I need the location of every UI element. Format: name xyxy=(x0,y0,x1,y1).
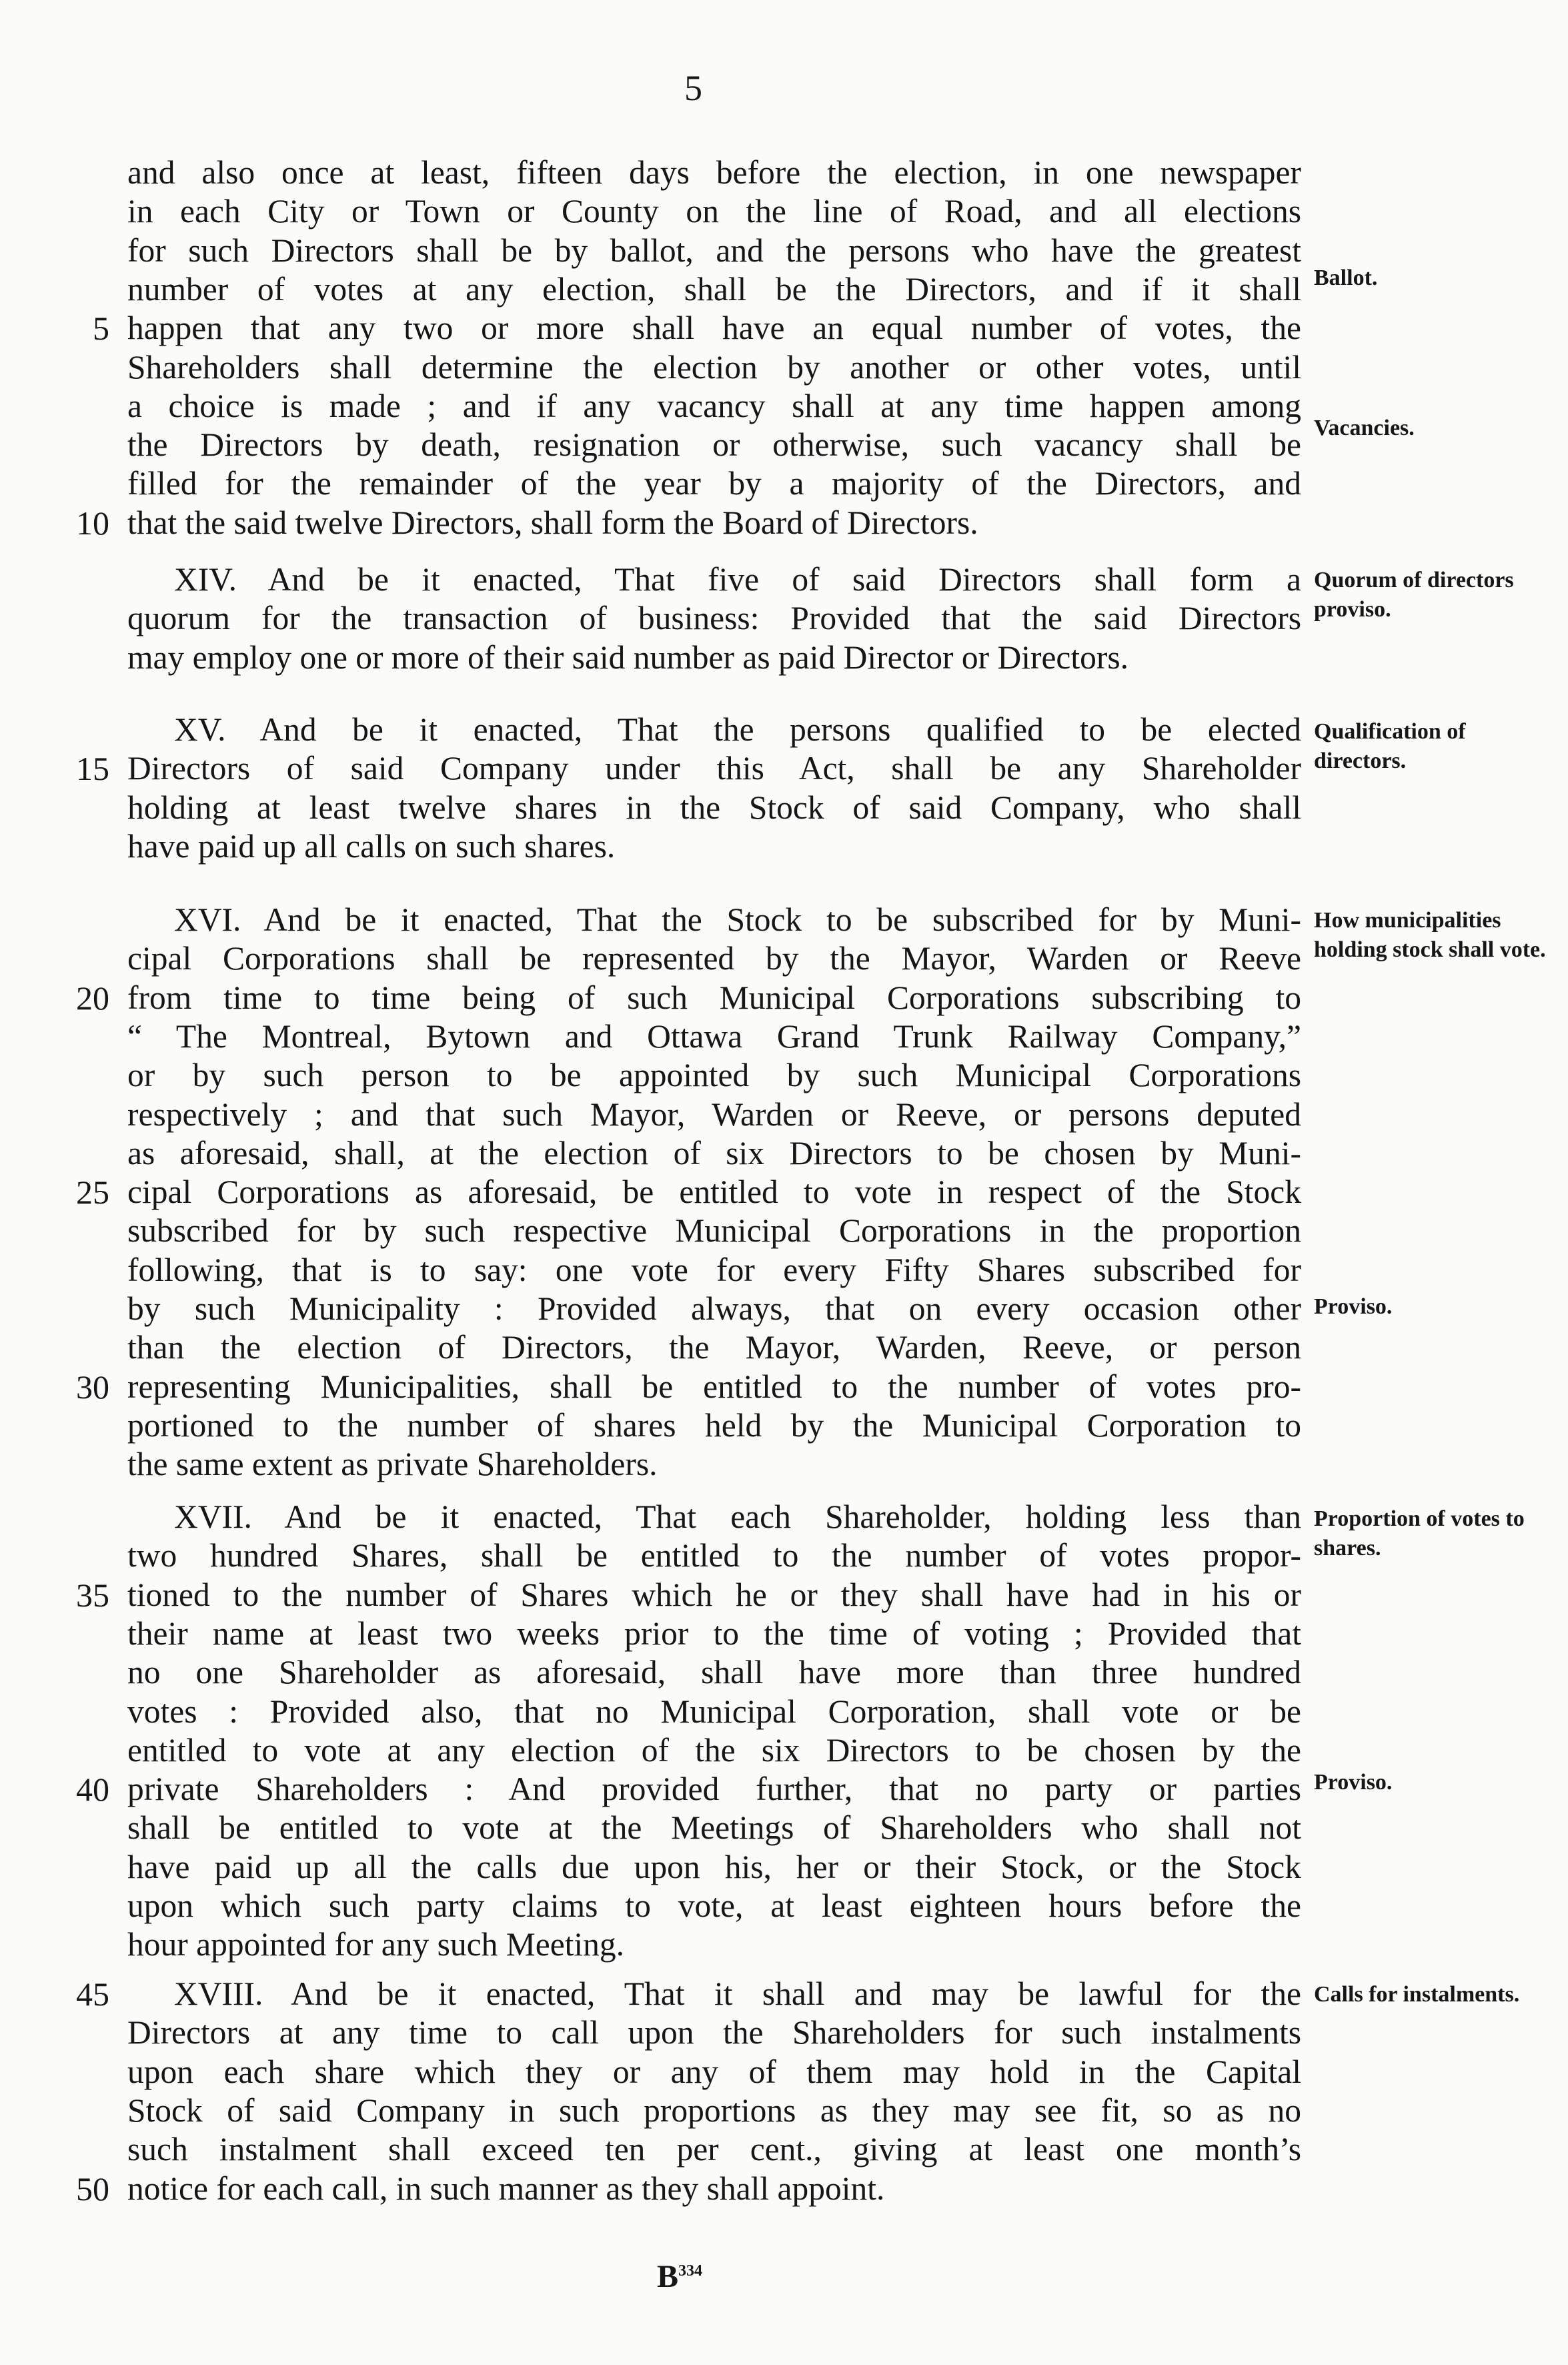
margin-note-proportion: Proportion of votes to shares. xyxy=(1314,1506,1525,1560)
line-number: 10 xyxy=(76,504,109,542)
line-text: Directors at any time to call upon the Shareholders for such instalments xyxy=(127,2014,1301,2051)
line-text: Directors of said Company under this Act, shall be any Shareholder xyxy=(127,750,1301,787)
text-line xyxy=(0,192,1568,231)
text-line xyxy=(0,1095,1568,1134)
line-text: XIV. And be it enacted, That five of said Directors shall form a xyxy=(174,561,1301,598)
text-line xyxy=(0,464,1568,503)
line-text: a choice is made ; and if any vacancy shall at any time happen among xyxy=(127,387,1301,424)
text-line xyxy=(0,1693,1568,1731)
text-line xyxy=(0,1445,1568,1484)
text-line xyxy=(0,1251,1568,1290)
margin-note-proviso-1: Proviso. xyxy=(1314,1294,1393,1319)
signature-number: 334 xyxy=(678,2262,703,2280)
page-number: 5 xyxy=(684,68,702,108)
text-line xyxy=(0,309,1568,348)
signature-mark xyxy=(657,2258,702,2295)
line-text: have paid up all calls on such shares. xyxy=(127,827,616,865)
text-line xyxy=(0,638,1568,677)
line-text: XVIII. And be it enacted, That it shall and may be lawful for the xyxy=(174,1975,1301,2012)
line-text: entitled to vote at any election of the six Directors to be chosen by the xyxy=(127,1731,1301,1769)
text-line xyxy=(0,1017,1568,1056)
text-line xyxy=(0,2053,1568,2091)
text-line xyxy=(0,2013,1568,2052)
line-text: happen that any two or more shall have an equal number of votes, the xyxy=(127,310,1301,347)
line-text: such instalment shall exceed ten per cent., giving at least one month’s xyxy=(127,2131,1301,2168)
line-number: 20 xyxy=(76,979,109,1017)
line-text: upon which such party claims to vote, at least eighteen hours before the xyxy=(127,1887,1301,1924)
text-line xyxy=(0,2130,1568,2169)
margin-note-quorum: Quorum of directors proviso. xyxy=(1314,568,1514,622)
line-text: by such Municipality : Provided always, that on every occasion other xyxy=(127,1290,1301,1327)
line-text: may employ one or more of their said number as paid Director or Directors. xyxy=(127,638,1129,676)
text-line xyxy=(0,2170,1568,2208)
line-text: XV. And be it enacted, That the persons qualified to be elected xyxy=(174,711,1301,748)
text-line xyxy=(0,1731,1568,1770)
line-text: following, that is to say: one vote for every Fifty Shares subscribed for xyxy=(127,1251,1301,1288)
line-text: the same extent as private Shareholders. xyxy=(127,1446,658,1483)
text-line xyxy=(0,1809,1568,1847)
text-line xyxy=(0,348,1568,387)
text-line xyxy=(0,1614,1568,1653)
line-number: 25 xyxy=(76,1173,109,1212)
text-line xyxy=(0,789,1568,827)
text-line xyxy=(0,1368,1568,1406)
line-text: and also once at least, fifteen days before the election, in one newspaper xyxy=(127,154,1301,191)
line-text: or by such person to be appointed by such Municipal Corporations xyxy=(127,1057,1301,1094)
margin-note-proviso-2: Proviso. xyxy=(1314,1770,1393,1795)
line-text: upon each share which they or any of them may hold in the Capital xyxy=(127,2053,1301,2090)
line-number: 45 xyxy=(76,1975,109,2013)
line-text: for such Directors shall be by ballot, and the persons who have the greatest xyxy=(127,231,1301,269)
line-text: quorum for the transaction of business: Provided that the said Directors xyxy=(127,600,1301,637)
signature-letter: B xyxy=(657,2259,679,2294)
line-number: 30 xyxy=(76,1368,109,1406)
line-text: than the election of Directors, the Mayor, Warden, Reeve, or person xyxy=(127,1329,1301,1366)
margin-note-how-municipalities: How municipalities holding stock shall vote. xyxy=(1314,908,1546,962)
line-text: shall be entitled to vote at the Meetings of Shareholders who shall not xyxy=(127,1809,1301,1847)
text-line xyxy=(0,504,1568,542)
line-text: two hundred Shares, shall be entitled to the number of votes propor- xyxy=(127,1537,1301,1574)
line-text: XVI. And be it enacted, That the Stock to be subscribed for by Muni- xyxy=(174,901,1301,938)
line-text: holding at least twelve shares in the Stock of said Company, who shall xyxy=(127,789,1301,826)
margin-note-ballot: Ballot. xyxy=(1314,266,1378,290)
line-text: cipal Corporations shall be represented by the Mayor, Warden or Reeve xyxy=(127,940,1301,977)
line-text: have paid up all the calls due upon his, her or their Stock, or the Stock xyxy=(127,1848,1301,1885)
line-text: XVII. And be it enacted, That each Shareholder, holding less than xyxy=(174,1498,1301,1535)
line-text: portioned to the number of shares held by the Municipal Corporation to xyxy=(127,1406,1301,1444)
line-text: Shareholders shall determine the election by another or other votes, until xyxy=(127,348,1301,386)
line-number: 15 xyxy=(76,750,109,788)
line-text: their name at least two weeks prior to the time of voting ; Provided that xyxy=(127,1614,1301,1652)
line-text: notice for each call, in such manner as they shall appoint. xyxy=(127,2170,885,2207)
text-line xyxy=(0,1406,1568,1445)
text-line xyxy=(0,1848,1568,1887)
line-text: private Shareholders : And provided further, that no party or parties xyxy=(127,1771,1301,1808)
text-line xyxy=(0,2091,1568,2130)
text-line xyxy=(0,1576,1568,1614)
line-text: hour appointed for any such Meeting. xyxy=(127,1926,625,1963)
text-line xyxy=(0,1212,1568,1250)
text-line xyxy=(0,979,1568,1017)
line-text: number of votes at any election, shall be the Directors, and if it shall xyxy=(127,270,1301,308)
line-text: representing Municipalities, shall be entitled to the number of votes pro- xyxy=(127,1368,1301,1405)
line-text: cipal Corporations as aforesaid, be entitled to vote in respect of the Stock xyxy=(127,1173,1301,1211)
text-line xyxy=(0,1173,1568,1212)
line-text: respectively ; and that such Mayor, Warden or Reeve, or persons deputed xyxy=(127,1095,1301,1133)
margin-note-qualification: Qualification of directors. xyxy=(1314,719,1466,773)
line-text: as aforesaid, shall, at the election of six Directors to be chosen by Muni- xyxy=(127,1134,1301,1171)
text-line xyxy=(0,153,1568,192)
line-text: Stock of said Company in such proportions as they may see fit, so as no xyxy=(127,2091,1301,2129)
line-text: “ The Montreal, Bytown and Ottawa Grand Trunk Railway Company,” xyxy=(127,1017,1301,1055)
text-line xyxy=(0,1653,1568,1692)
line-number: 5 xyxy=(93,310,109,348)
text-line xyxy=(0,827,1568,866)
line-text: no one Shareholder as aforesaid, shall have more than three hundred xyxy=(127,1654,1301,1691)
text-line xyxy=(0,1925,1568,1964)
margin-note-vacancies: Vacancies. xyxy=(1314,416,1415,440)
line-text: votes : Provided also, that no Municipal Corporation, shall vote or be xyxy=(127,1693,1301,1730)
line-text: subscribed for by such respective Municipal Corporations in the proportion xyxy=(127,1212,1301,1250)
text-line xyxy=(0,1328,1568,1367)
line-text: in each City or Town or County on the line of Road, and all elections xyxy=(127,193,1301,230)
line-number: 50 xyxy=(76,2170,109,2208)
line-text: filled for the remainder of the year by a majority of the Directors, and xyxy=(127,465,1301,502)
text-line xyxy=(0,1056,1568,1095)
line-text: tioned to the number of Shares which he or they shall have had in his or xyxy=(127,1576,1301,1613)
margin-note-calls: Calls for instalments. xyxy=(1314,1982,1520,2007)
text-line xyxy=(0,1887,1568,1925)
text-line xyxy=(0,1134,1568,1173)
line-number: 35 xyxy=(76,1576,109,1614)
line-text: from time to time being of such Municipal Corporations subscribing to xyxy=(127,979,1301,1016)
line-number: 40 xyxy=(76,1771,109,1809)
line-text: that the said twelve Directors, shall form the Board of Directors. xyxy=(127,504,978,541)
line-text: the Directors by death, resignation or otherwise, such vacancy shall be xyxy=(127,426,1301,464)
